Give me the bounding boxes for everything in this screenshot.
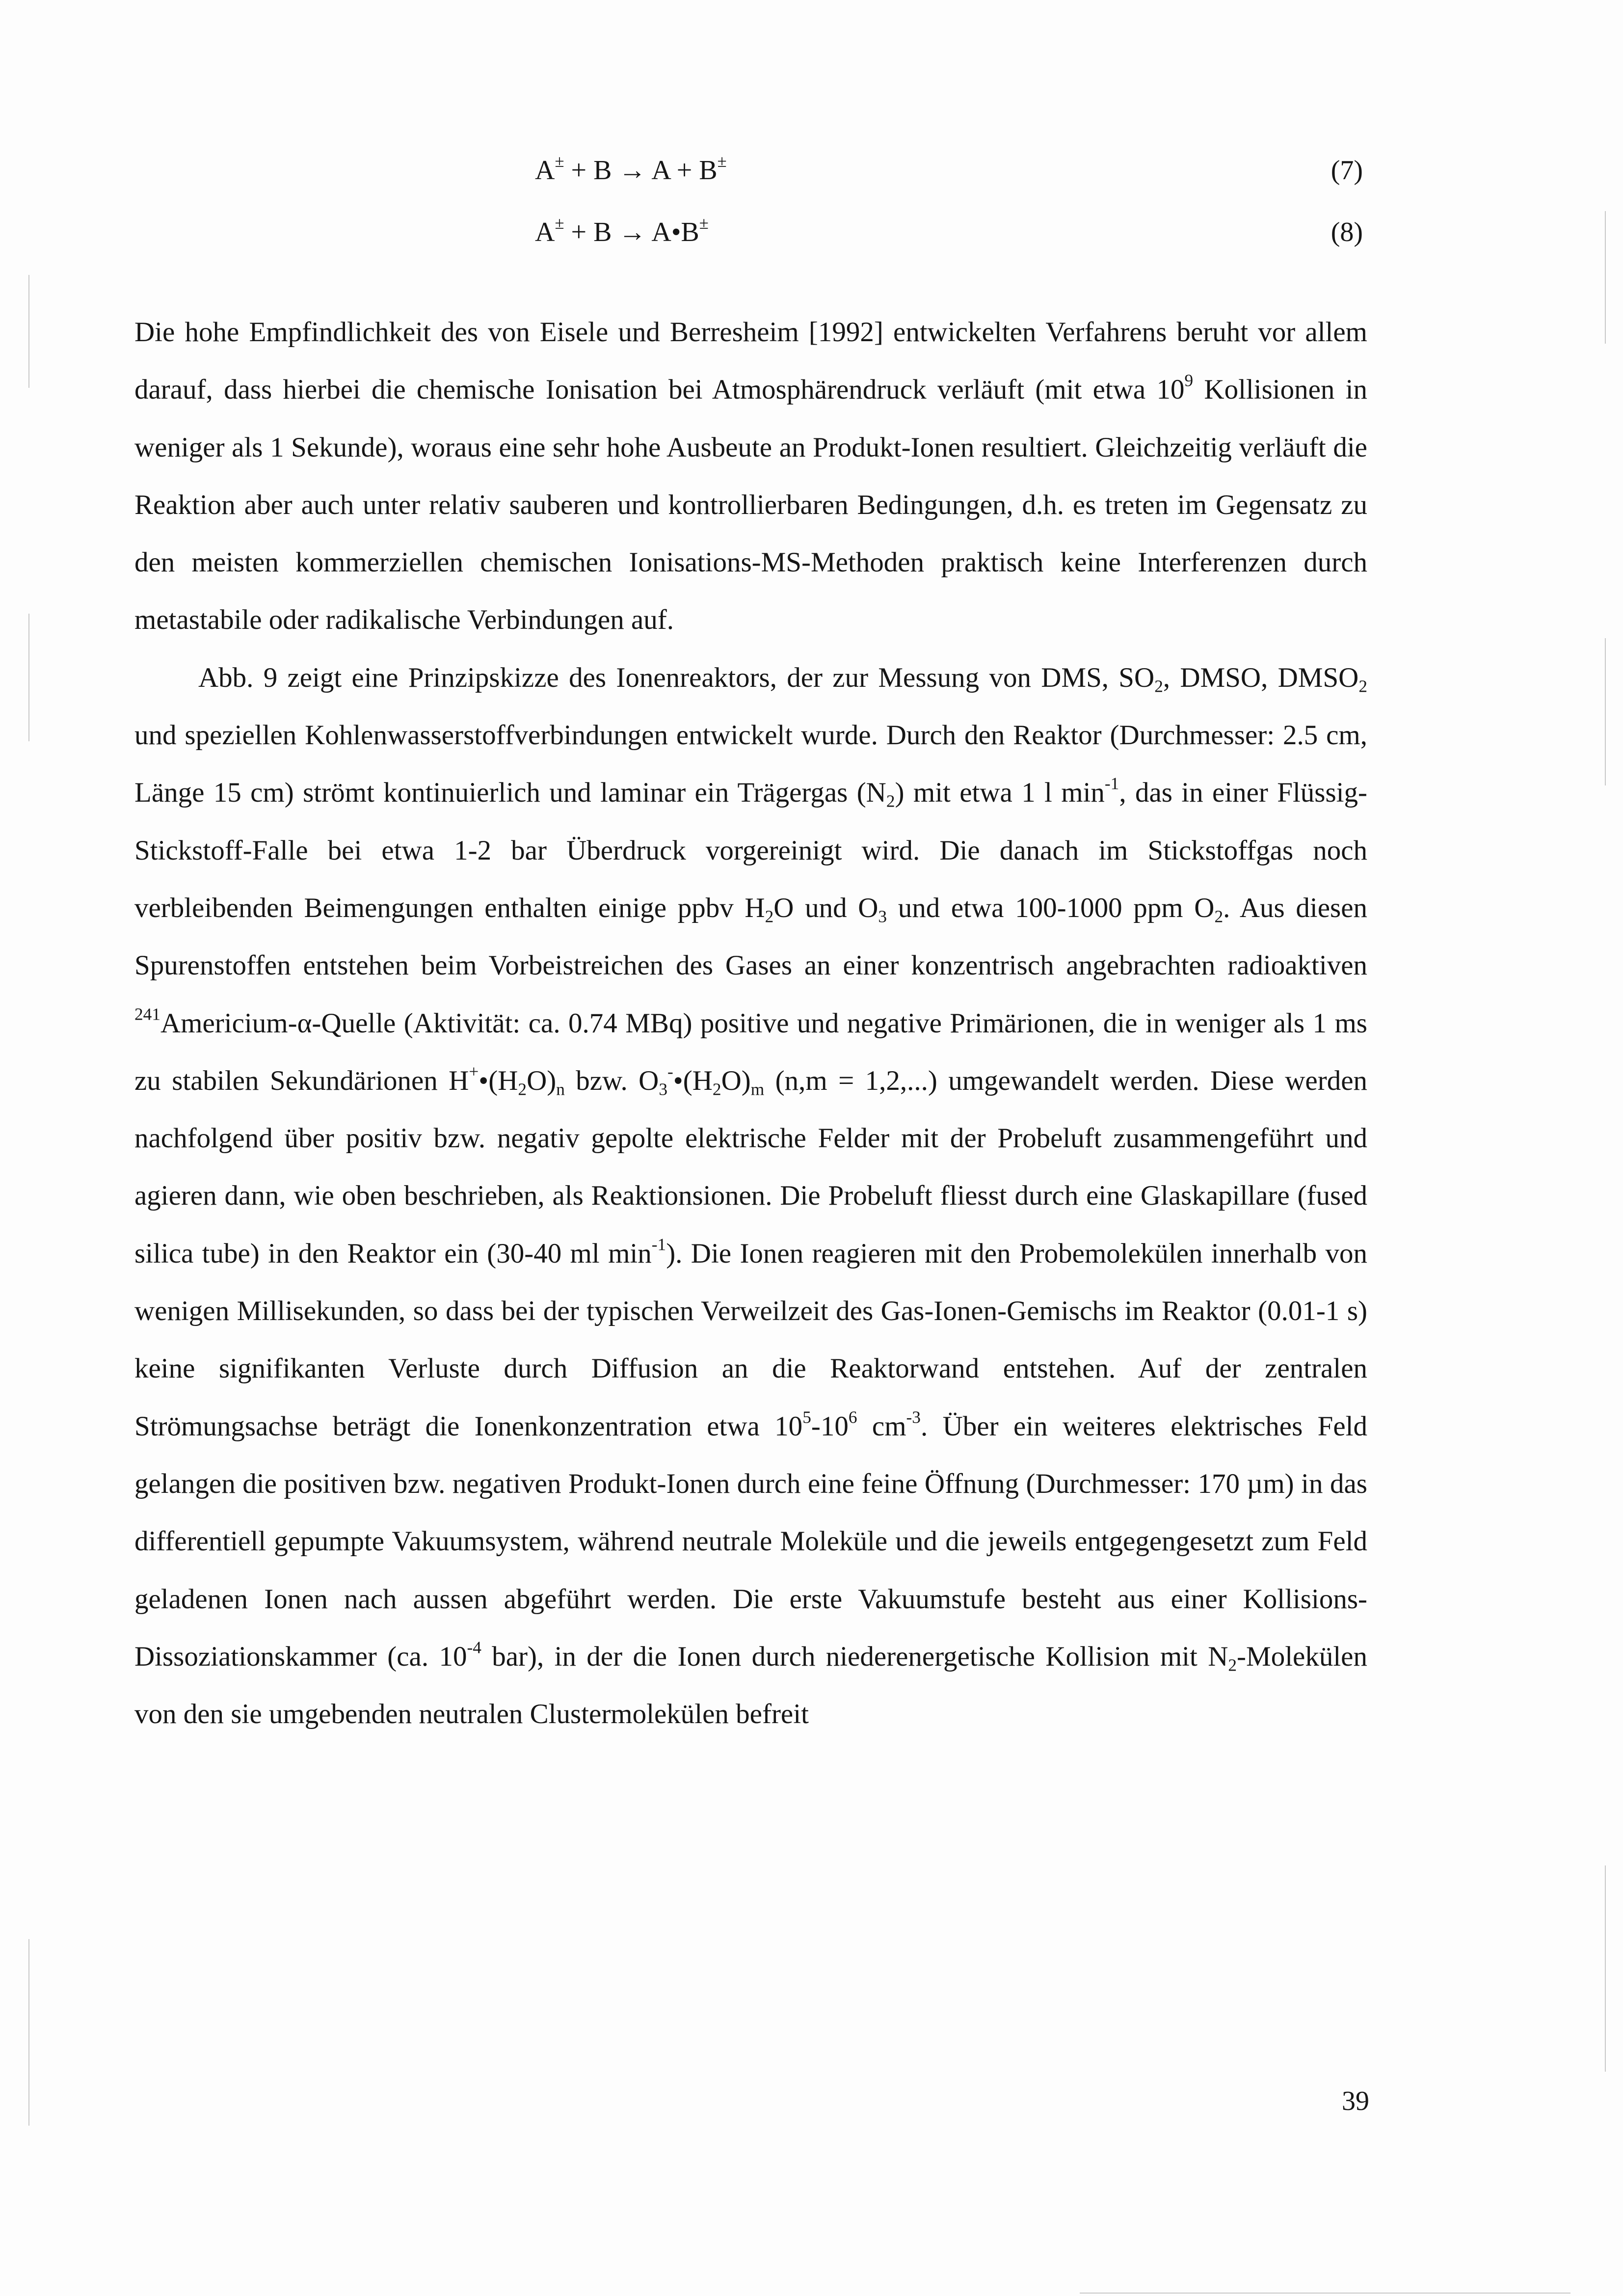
- body-text: [134, 303, 1367, 1743]
- scan-edge-mark: [28, 275, 29, 388]
- equation-operator: + B →: [571, 155, 646, 186]
- equation-7: [535, 148, 1369, 192]
- equation-number-7: (7): [1330, 155, 1363, 186]
- equation-rhs: A + B±: [651, 152, 727, 186]
- scan-edge-mark: [1605, 1865, 1606, 2072]
- paragraph-1: Die hohe Empfindlichkeit des von Eisele und Berresheim [1992] entwickelten Verfahrens beruht vor allem darauf, dass hierbei die chemische Ionisation bei Atmosphärendruck verläuft (mit etwa $10^9$ Kollisionen in weniger als 1 Sekunde), woraus eine sehr hohe Ausbeute an Produkt-Ionen resultiert. Gleichzeitig verläuft die Reaktion aber auch unter relativ sauberen und kontrollierbaren Bedingungen, d.h. es treten im Gegensatz zu den meisten kommerziellen chemischen Ionisations-MS-Methoden praktisch keine Interferenzen durch metastabile oder radikalische Verbindungen auf.: [134, 317, 1367, 636]
- equation-number-8: (8): [1330, 217, 1363, 247]
- scan-edge-mark: [1605, 638, 1606, 785]
- scan-edge-mark: [1605, 211, 1606, 344]
- scan-edge-mark: [28, 1939, 29, 2126]
- scan-edge-mark: [1080, 2293, 1570, 2294]
- paragraph-2: Abb. 9 zeigt eine Prinzipskizze des Ionenreaktors, der zur Messung von DMS, $SO_2$, DMSO, $DMSO_2$ und speziellen Kohlenwasserstoffverbindungen entwickelt wurde. Durch den Reaktor (Durchmesser: 2.5 cm, Länge 15 cm) strömt kontinuierlich und laminar ein Trägergas $(N_2)$ mit etwa 1 l $\min^{-1}$, das in einer Flüssig-Stickstoff-Falle bei etwa 1-2 bar Überdruck vorgereinigt wird. Die danach im Stickstoffgas noch verbleibenden Beimengungen enthalten einige ppbv $H_2O$ und $O_3$ und etwa 100-1000 ppm $O_2$. Aus diesen Spurenstoffen entstehen beim Vorbeistreichen des Gases an einer konzentrisch angebrachten radioaktiven $^{241}$Americium-α-Quelle (Aktivität: ca. 0.74 MBq) positive und negative Primärionen, die in weniger als 1 ms zu stabilen Sekundärionen $H^+•(H_2O)_n$ bzw. $O_3^-•(H_2O)_m$ (n,m = 1,2,...) umgewandelt werden. Diese werden nachfolgend über positiv bzw. negativ gepolte elektrische Felder mit der Probeluft zusammengeführt und agieren dann, wie oben beschrieben, als Reaktionsionen. Die Probeluft fliesst durch eine Glaskapillare (fused silica tube) in den Reaktor ein (30-40 ml $\min^{-1}$). Die Ionen reagieren mit den Probemolekülen innerhalb von wenigen Millisekunden, so dass bei der typischen Verweilzeit des Gas-Ionen-Gemischs im Reaktor (0.01-1 s) keine signifikanten Verluste durch Diffusion an die Reaktorwand entstehen. Auf der zentralen Strömungsachse beträgt die Ionenkonzentration etwa $10^5-10^6$ $cm^{-3}$. Über ein weiteres elektrisches Feld gelangen die positiven bzw. negativen Produkt-Ionen durch eine feine Öffnung (Durchmesser: 170 µm) in das differentiell gepumpte Vakuumsystem, während neutrale Moleküle und die jeweils entgegengesetzt zum Feld geladenen Ionen nach aussen abgeführt werden. Die erste Vakuumstufe besteht aus einer Kollisions-Dissoziationskammer (ca. $10^{-4}$ bar), in der die Ionen durch niederenergetische Kollision mit $N_2$-Molekülen von den sie umgebenden neutralen Clustermolekülen befreit: [134, 662, 1368, 1730]
- equation-lhs: A±: [535, 214, 564, 247]
- equation-rhs: A•B±: [651, 214, 709, 247]
- equation-8: [535, 210, 1369, 254]
- equation-lhs: A±: [535, 152, 564, 186]
- page-number: 39: [1342, 2086, 1369, 2116]
- scan-edge-mark: [28, 614, 29, 741]
- equation-operator: + B →: [571, 217, 646, 247]
